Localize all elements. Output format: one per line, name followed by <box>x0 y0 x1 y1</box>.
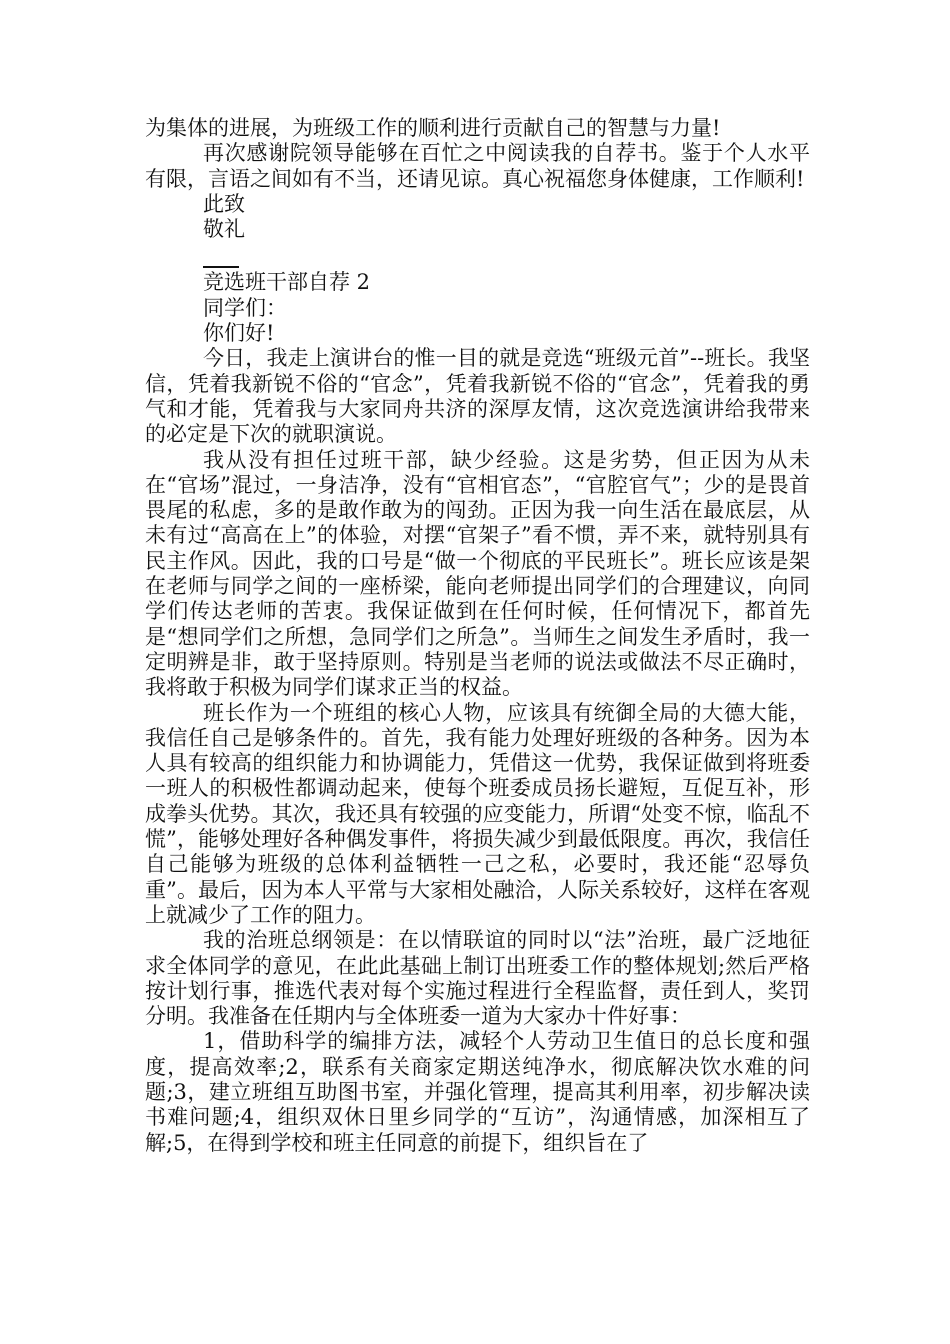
section-title: 竞选班干部自荐 2 <box>203 270 371 295</box>
closing-line: 敬礼 <box>203 217 245 242</box>
paragraph: 我的治班总纲领是：在以情联谊的同时以“法”治班，最广泛地征求全体同学的意见，在此此基础上制订出班委工作的整体规划;然后严格按计划行事，推选代表对每个实施过程进行全程监督，责任到人，奖罚分明。我准备在任期内与全体班委一道为大家办十件好事： <box>145 928 810 1029</box>
greeting: 同学们： <box>203 295 287 320</box>
paragraph: 再次感谢院领导能够在百忙之中阅读我的自荐书。鉴于个人水平有限，言语之间如有不当，还请见谅。真心祝福您身体健康，工作顺利! <box>145 141 810 191</box>
paragraph: 班长作为一个班组的核心人物，应该具有统御全局的大德大能，我信任自己是够条件的。首先，我有能力处理好班级的各种务。因为本人具有较高的组织能力和协调能力，凭借这一优势，我保证做到将班委一班人的积极性都调动起来，使每个班委成员扬长避短，互促互补，形成拳头优势。其次，我还具有较强的应变能力，所谓“处变不惊，临乱不慌”，能够处理好各种偶发事件，将损失减少到最低限度。再次，我信任自己能够为班级的总体利益牺牲一己之私，必要时，我还能“忍辱负重”。最后，因为本人平常与大家相处融洽，人际关系较好，这样在客观上就减少了工作的阻力。 <box>145 700 810 927</box>
signature-line <box>203 244 239 268</box>
paragraph: 1，借助科学的编排方法，减轻个人劳动卫生值日的总长度和强度，提高效率;2，联系有关商家定期送纯净水，彻底解决饮水难的问题;3，建立班组互助图书室，并强化管理，提高其利用率，初步解决读书难问题;4，组织双休日里乡同学的“互访”，沟通情感，加深相互了解;5，在得到学校和班主任同意的前提下，组织旨在了 <box>145 1029 810 1155</box>
greeting: 你们好! <box>203 321 275 346</box>
paragraph: 为集体的进展，为班级工作的顺利进行贡献自己的智慧与力量! <box>145 116 721 140</box>
paragraph: 我从没有担任过班干部，缺少经验。这是劣势，但正因为从未在“官场”混过，一身洁净，没有“官相官态”，“官腔官气”；少的是畏首畏尾的私虑，多的是敢作敢为的闯劲。正因为我一向生活在最底层，从未有过“高高在上”的体验，对摆“官架子”看不惯，弄不来，就特别具有民主作风。因此，我的口号是“做一个彻底的平民班长”。班长应该是架在老师与同学之间的一座桥梁，能向老师提出同学们的合理建议，向同学们传达老师的苦衷。我保证做到在任何时候，任何情况下，都首先是“想同学们之所想，急同学们之所急”。当师生之间发生矛盾时，我一定明辨是非，敢于坚持原则。特别是当老师的说法或做法不尽正确时，我将敢于积极为同学们谋求正当的权益。 <box>145 447 810 700</box>
closing-line: 此致 <box>203 191 245 216</box>
document-body <box>145 116 810 1156</box>
paragraph: 今日，我走上演讲台的惟一目的就是竞选“班级元首”--班长。我坚信，凭着我新锐不俗的“官念”，凭着我新锐不俗的“官念”，凭着我的勇气和才能，凭着我与大家同舟共济的深厚友情，这次竞选演讲给我带来的必定是下次的就职演说。 <box>145 346 810 447</box>
